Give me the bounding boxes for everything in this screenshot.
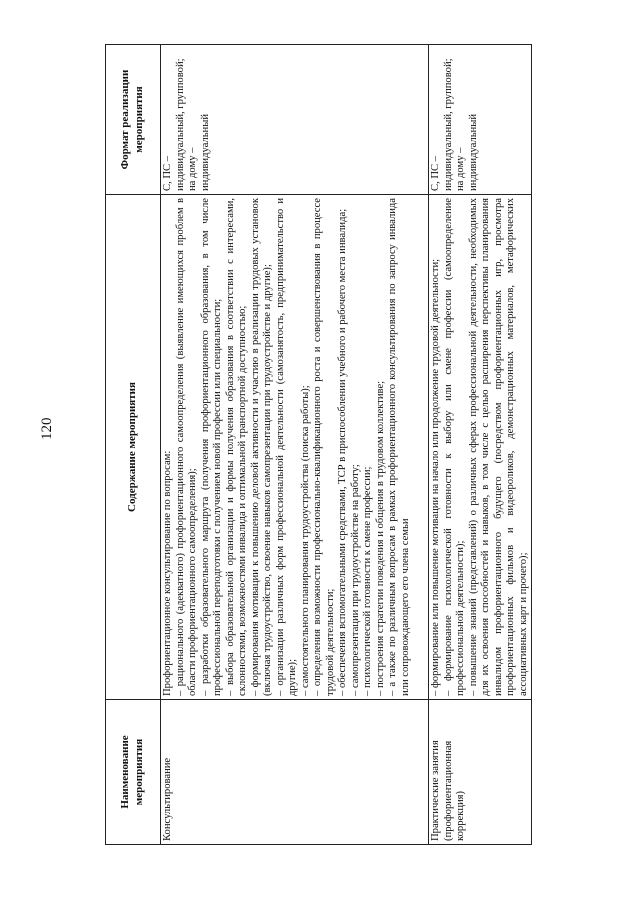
format-line: индивидуальный, групповой;	[442, 58, 454, 191]
content-line: – построения стратегии поведения и общения в трудовом коллективе;	[374, 380, 386, 696]
row-content-cell	[161, 195, 429, 700]
content-line: – самопрезентации при трудоустройстве на работу;	[349, 464, 361, 696]
format-line: на дому –	[455, 147, 466, 191]
table-row	[161, 45, 429, 845]
format-line: индивидуальный	[467, 114, 479, 191]
events-table	[105, 44, 532, 845]
format-line: на дому –	[187, 147, 198, 191]
content-line: – повышение знаний (представлений) о различных сферах профессиональной деятельности, необходимых для их освоения способностей и навыков, в том числе с целью расширения перспективы планирования инвалидом профориентационного будущего (посредством профориентационных игр, просмотра профориентационных фильмов и видеороликов, демонстрационных материалов, метафорических ассоциативных карт и прочего);	[467, 198, 529, 696]
content-line: – а также по различным вопросам в рамках профориентационного консультирования по запросу инвалида или сопровождающего его члена семьи	[387, 198, 411, 696]
format-line: индивидуальный	[199, 114, 211, 191]
header-event-format: Формат реализации мероприятия	[106, 45, 161, 195]
content-line: – организации различных форм профессиональной деятельности (самозанятость, предпринимательство и другие);	[274, 198, 298, 696]
content-line: – формирования мотивации к повышению деловой активности и участию в реализации трудовых установок (включая трудоустройство, освоение навыков самопрезентации при трудоустройстве и другие);	[249, 198, 273, 696]
page-number: 120	[39, 417, 55, 440]
content-line: – формирование психологической готовности к выбору или смене профессии (самоопределение профессиональной деятельности);	[442, 198, 466, 696]
format-line: С, ПС –	[162, 155, 173, 191]
header-event-name: Наименование мероприятия	[106, 700, 161, 845]
content-line: – рационального (адекватного) профориентационного самоопределения (выявление имеющихся проблем в области профориентационного самоопределения);	[174, 198, 198, 696]
content-line: – обеспечения вспомогательными средствами, ТСР в приспособлении учебного и рабочего места инвалида;	[337, 208, 348, 696]
content-line: – выбора образовательной организации и формы получения образования в соответствии с интересами, склонностями, возможностями инвалида и оптимальной транспортной доступностью;	[224, 198, 248, 696]
format-line: индивидуальный, групповой;	[174, 58, 186, 191]
table-header-row	[106, 45, 161, 845]
content-line: Профориентационное консультирование по вопросам:	[162, 450, 173, 696]
rotated-page-content	[105, 45, 530, 845]
format-line: С, ПС –	[430, 155, 441, 191]
content-line: – психологической готовности к смене профессии;	[362, 466, 373, 696]
row-name-cell: Практические занятия (профориентационная коррекция)	[429, 700, 532, 845]
row-format-cell	[429, 45, 532, 195]
row-name-cell: Консультирование	[161, 700, 429, 845]
content-line: – разработки образовательного маршрута (получения профориентационного образования, в том числе профессиональной переподготовки с получением новой профессии или специальности;	[199, 198, 223, 696]
content-line: – формирование или повышение мотивации на начало или продолжение трудовой деятельности;	[430, 258, 441, 696]
table-row	[429, 45, 532, 845]
row-format-cell	[161, 45, 429, 195]
row-content-cell	[429, 195, 532, 700]
content-line: – определения возможности профессионально-квалификационного роста и совершенствования в процессе трудовой деятельности;	[312, 198, 336, 696]
content-line: – самостоятельного планирования трудоустройства (поиска работы);	[299, 385, 311, 696]
header-event-content: Содержание мероприятия	[106, 195, 161, 700]
